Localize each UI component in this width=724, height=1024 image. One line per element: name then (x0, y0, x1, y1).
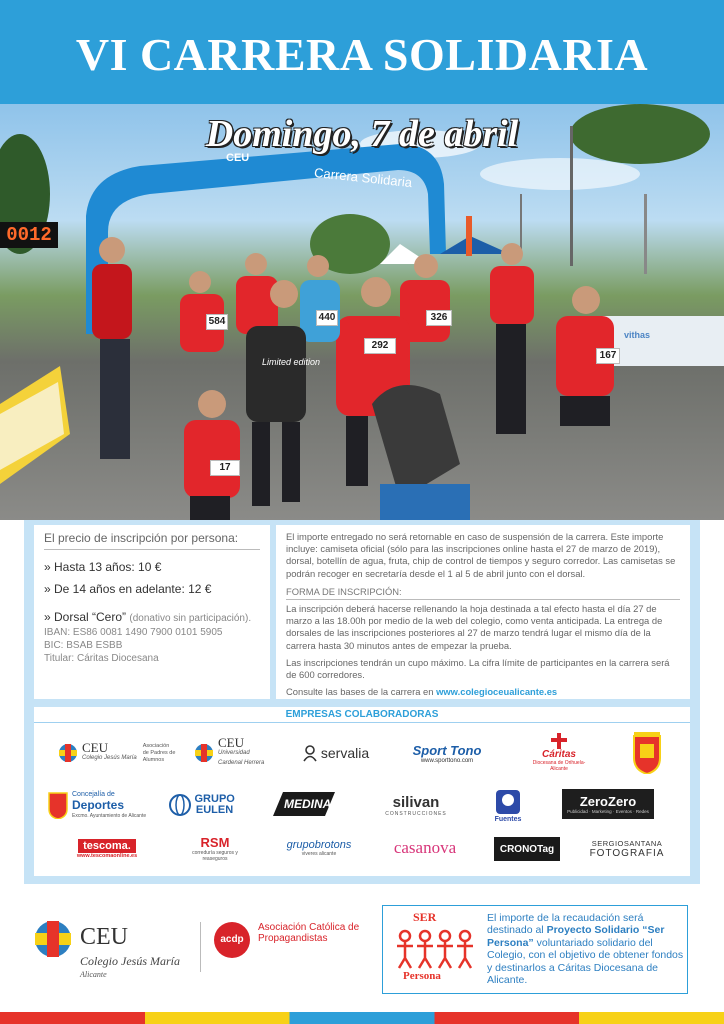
bases-line (286, 686, 680, 698)
fuentes-mark-icon (494, 788, 522, 816)
race-bib-326: 326 (426, 310, 452, 326)
shirt-print-text: Limited edition (262, 357, 321, 367)
footer-ceu-logo (34, 920, 182, 986)
race-bib-440: 440 (316, 310, 338, 326)
details-box (276, 525, 690, 699)
race-bib-17: 17 (210, 460, 240, 476)
logo-fuentes (488, 783, 528, 827)
iban: IBAN: ES86 0081 1490 7900 0101 5905 (44, 627, 223, 638)
ceu-emblem-icon (194, 743, 214, 763)
logo-tescoma (68, 835, 146, 863)
ceu-apa-side: Asociación de Padres de Alumnos (142, 742, 176, 763)
dorsal-cero (44, 610, 260, 624)
ser-persona-box (382, 905, 688, 994)
footer-acdp-logo (214, 920, 374, 964)
logo-grupobrotons (274, 833, 364, 863)
logo-cronotag (494, 837, 560, 861)
fuentes-name: Fuentes (494, 815, 522, 823)
arch-banner-text: Carrera Solidaria (313, 164, 413, 191)
rsm-sub: correduría seguros y reaseguros (192, 849, 238, 862)
account-holder: Titular: Cáritas Diocesana (44, 653, 159, 664)
footer-ceu-name: CEU (80, 924, 128, 950)
ser-text-part1: El importe de la recaudación será destinado al (487, 912, 644, 937)
tescoma-name: tescoma. (78, 839, 136, 853)
ceu-uch-name: CEU (218, 735, 244, 750)
info-panel (24, 520, 700, 884)
logo-silvan (370, 789, 462, 821)
logo-grupo-eulen (164, 789, 238, 821)
logo-zerozero (562, 789, 654, 819)
cronotag-name: CRONOTag (499, 843, 555, 855)
ser-logo-top: SER (413, 910, 437, 924)
logo-casanova (380, 835, 470, 861)
race-bib-584: 584 (206, 314, 228, 330)
eulen-name: GRUPO EULEN (194, 793, 235, 816)
logo-sergio-santana (582, 835, 672, 863)
event-title: VI CARRERA SOLIDARIA (75, 29, 649, 80)
race-timer-display: 0012 (0, 222, 58, 248)
caritas-sub: Diocesana de Orihuela-Alicante (532, 759, 586, 772)
footer-divider (200, 922, 201, 972)
bases-text: Consulte las bases de la carrera en (286, 686, 434, 698)
sergio-line2: FOTOGRAFIA (589, 848, 665, 859)
dorsal-cero-note: (donativo sin participación). (129, 613, 252, 624)
brotons-name: grupobrotons (286, 839, 352, 851)
servalia-name: servalia (320, 745, 370, 761)
sport-tono-url: www.sporttono.com (420, 757, 474, 764)
race-date: Domingo, 7 de abril (205, 113, 519, 155)
price-under-13: » Hasta 13 años: 10 € (44, 560, 162, 574)
ceu-apa-name: CEU (82, 740, 108, 755)
logo-sport-tono (392, 735, 502, 771)
alicante-shield-icon (48, 791, 68, 819)
medina-name: MEDINA (284, 797, 332, 811)
ceu-emblem-icon (58, 743, 78, 763)
silvan-name: silivan (392, 793, 440, 811)
footer-ceu-school: Colegio Jesús María (80, 954, 180, 968)
logo-ceu-apa (58, 735, 178, 771)
concejalia-sub: Excmo. Ayuntamiento de Alicante (72, 812, 147, 819)
logo-concejalia-deportes (48, 787, 158, 823)
footer-ceu-city: Alicante (80, 970, 107, 979)
ceu-uch-sub: Universidad Cardenal Herrera (218, 750, 265, 766)
registration-heading: FORMA DE INSCRIPCIÓN: (286, 586, 680, 600)
bic: BIC: BSAB ESBB (44, 640, 123, 651)
price-over-14: » De 14 años en adelante: 12 € (44, 582, 212, 596)
tescoma-url: www.tescomaonline.es (76, 853, 138, 859)
caritas-name: Cáritas (542, 748, 576, 760)
fence-banner-text: vithas (624, 330, 651, 340)
details-paragraph-3: Las inscripciones tendrán un cupo máximo. La cifra límite de participantes en la carrera será de 600 corredores. (286, 656, 670, 681)
acdp-mark: acdp (214, 922, 250, 958)
race-photo (0, 104, 724, 520)
logo-ceu-uch (194, 735, 274, 771)
zerozero-sub: Publicidad · Marketing · Eventos · Redes (567, 809, 649, 814)
sergio-line1: SERGIOSANTANA (591, 839, 663, 848)
rsm-name: RSM (200, 834, 230, 850)
eulen-globe-icon (168, 793, 192, 817)
zerozero-name: ZeroZero (579, 794, 637, 809)
school-website-link[interactable]: www.colegioceualicante.es (436, 686, 558, 698)
concejalia-top: Concejalía de (72, 790, 115, 798)
bottom-color-stripe (0, 1012, 724, 1024)
ser-text-part2: voluntariado solidario del Colegio, con el objetivo de obtener fondos y destinarlos a Cáritas Diocesana de Alicante. (487, 936, 684, 987)
race-scene-illustration (0, 104, 724, 520)
logo-rsm (184, 831, 246, 865)
brotons-sub: viveres alicante (301, 851, 337, 857)
ceu-apa-sub: Colegio Jesús María (82, 755, 137, 761)
arch-logo-text: CEU (226, 152, 250, 164)
logo-servalia (290, 737, 380, 769)
sponsors-box (34, 707, 690, 876)
caritas-cross-icon (551, 733, 567, 749)
silvan-sub: CONSTRUCCIONES (385, 810, 447, 817)
details-paragraph-1: El importe entregado no será retornable en caso de suspensión de la carrera. Este importe incluye: camiseta oficial (sólo para las inscripciones online hasta el 27 de marzo de 2019), dorsal, botellín de agua, fruta, chip de control de tiempos y seguro corredor. Las camisetas se podrán recoger en secretaría desde el 1 al 5 de abril junto con el dorsal. (286, 531, 676, 579)
dorsal-cero-label: » Dorsal “Cero” (44, 610, 127, 624)
sponsors-title: EMPRESAS COLABORADORAS (34, 709, 690, 723)
city-coat-of-arms-icon (630, 731, 664, 775)
acdp-name: Asociación Católica de Propagandistas (258, 922, 360, 944)
pricing-box (34, 525, 270, 699)
header-banner (0, 0, 724, 104)
pricing-title: El precio de inscripción por persona: (44, 531, 260, 550)
race-bib-292: 292 (364, 338, 396, 354)
sport-tono-name: Sport Tono (412, 742, 482, 758)
ceu-emblem-icon (34, 920, 72, 958)
logo-medina (264, 785, 344, 821)
ser-persona-text (487, 912, 685, 986)
ser-logo-bottom: Persona (403, 970, 441, 982)
ser-text-bold: Proyecto Solidario “Ser Persona” (487, 924, 665, 949)
details-paragraph-2: La inscripción deberá hacerse rellenando la hoja destinada a tal efecto hasta el día 27 de marzo a las 18.00h por medio de la web del colegio, como venta anticipada. La entrega de dorsales de las inscripciones posteriores al 27 de marzo tendrá lugar el mismo día de la carrera hasta 30 minutos antes de empezar la prueba. (286, 603, 663, 651)
servalia-mark-icon (301, 744, 319, 762)
casanova-name: casanova (393, 838, 457, 857)
race-bib-167: 167 (596, 348, 620, 364)
logo-caritas (524, 731, 594, 773)
concejalia-name: Deportes (72, 797, 125, 812)
